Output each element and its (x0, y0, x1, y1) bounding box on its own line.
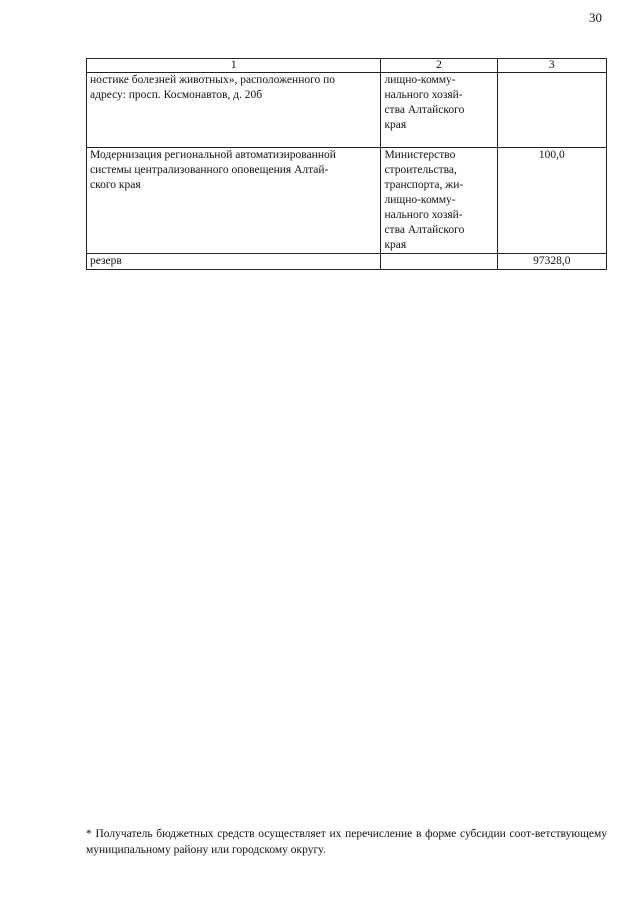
row-2-name-line-2: системы централизованного оповещения Алтай- (90, 164, 329, 176)
row-2-executor-line-2: строительства, (384, 164, 457, 176)
table-row (87, 254, 607, 270)
row-1-name-cell (87, 73, 381, 148)
row-2-executor-line-4: лищно-комму- (384, 194, 456, 206)
row-2-executor-line-5: нального хозяй- (384, 209, 463, 221)
row-2-executor-line-7: края (384, 239, 407, 251)
row-2-executor-line-1: Министерство (384, 149, 456, 161)
footnote: * Получатель бюджетных средств осуществляет их перечисление в форме субсидии соот-ветствующему муниципальному району или городскому округу. (86, 828, 607, 856)
row-1-executor-line-3: ства Алтайского (384, 104, 465, 116)
row-1-executor-cell (381, 73, 497, 148)
column-header-3: 3 (497, 59, 606, 73)
row-3-executor-cell (381, 254, 497, 270)
row-2-name-line-3: ского края (90, 179, 141, 191)
table-row (87, 73, 607, 148)
table-row (87, 148, 607, 254)
row-2-name-line-1: Модернизация региональной автоматизированной (90, 149, 336, 161)
row-1-executor-line-2: нального хозяй- (384, 89, 463, 101)
table-header-row (87, 59, 607, 73)
row-1-name-line-2: адресу: просп. Космонавтов, д. 20б (90, 89, 263, 101)
row-2-executor-line-3: транспорта, жи- (384, 179, 464, 191)
row-3-amount-cell: 97328,0 (497, 254, 606, 270)
row-1-executor-line-4: края (384, 119, 407, 131)
page-number: 30 (589, 10, 602, 25)
column-header-2: 2 (381, 59, 497, 73)
row-1-executor-line-1: лищно-комму- (384, 74, 456, 86)
column-header-1: 1 (87, 59, 381, 73)
row-2-name-cell (87, 148, 381, 254)
row-1-name-line-1: ностике болезней животных», расположенного по (90, 74, 336, 86)
budget-table (86, 58, 607, 270)
row-2-amount-cell: 100,0 (497, 148, 606, 254)
row-2-executor-line-6: ства Алтайского (384, 224, 465, 236)
row-2-executor-cell (381, 148, 497, 254)
row-1-amount-cell (497, 73, 606, 148)
row-3-name-cell: резерв (87, 254, 381, 270)
